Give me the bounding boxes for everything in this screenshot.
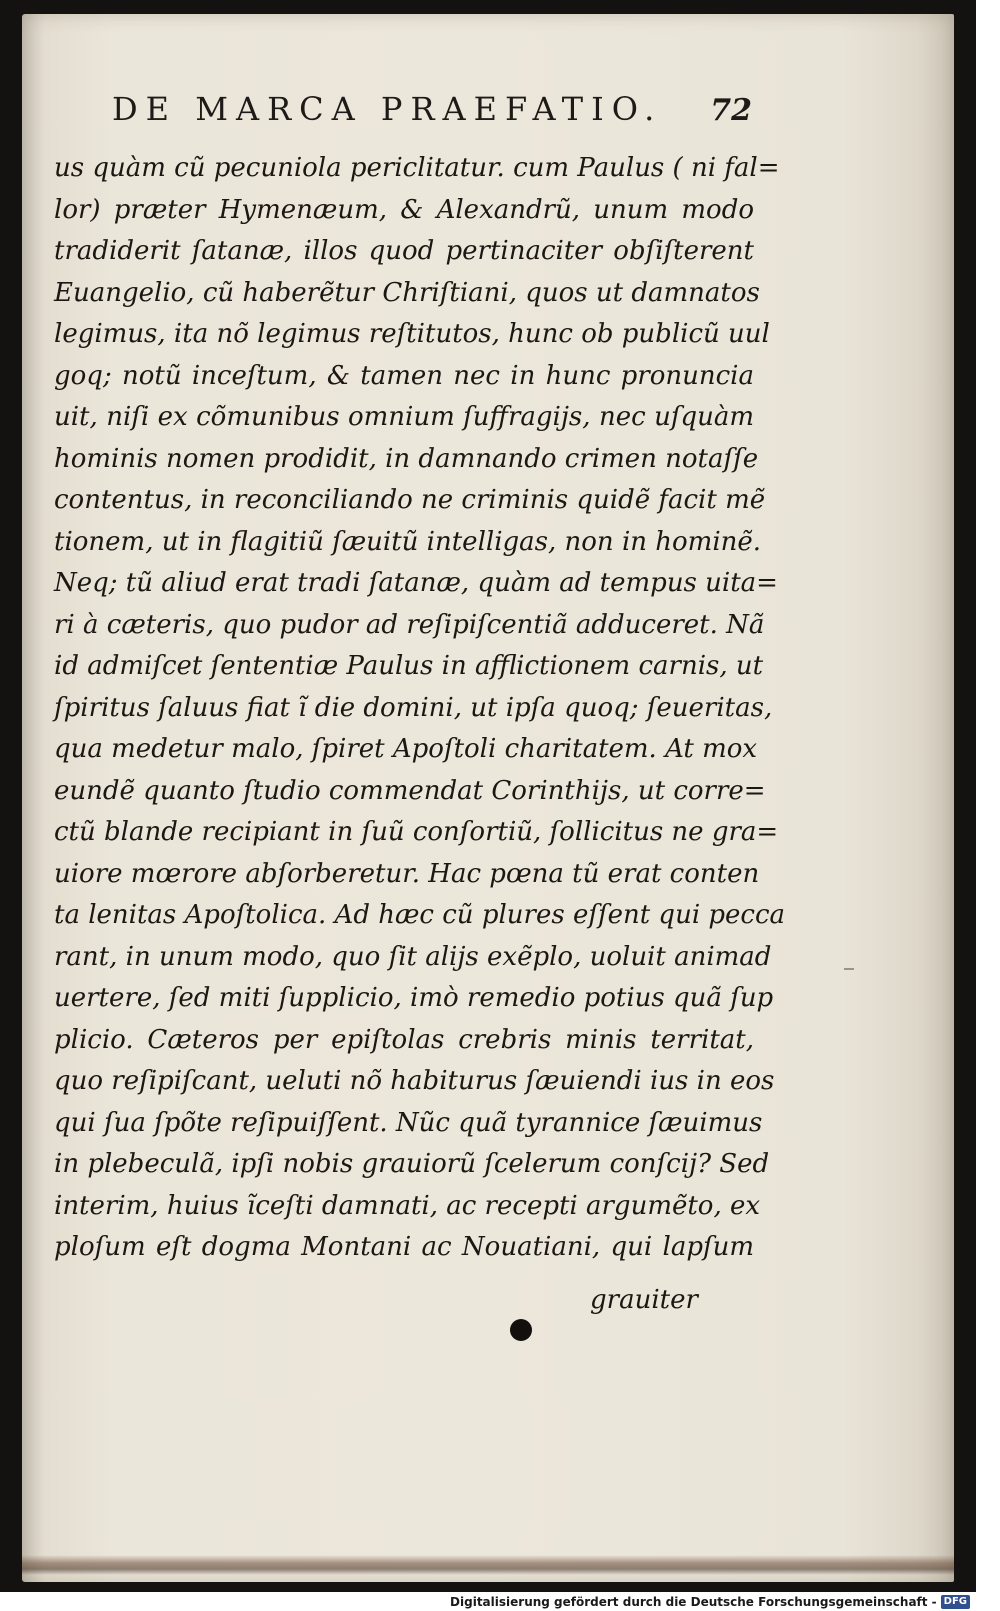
text-line: ſpiritus ſaluus fiat ĩ die domini, ut ipſa quoq; ſeueritas, (54, 692, 773, 723)
text-line: tradiderit ſatanæ, illos quod pertinaciter obſiſterent (54, 236, 754, 266)
text-line: quo reſipiſcant, ueluti nõ habiturus ſæuiendi ius in eos (54, 1066, 775, 1096)
text-line: in plebeculã, ipſi nobis grauiorũ ſcelerum conſcij? Sed (54, 1149, 770, 1179)
text-line: id admiſcet ſententiæ Paulus in afflictionem carnis, ut (54, 651, 764, 681)
text-line: hominis nomen prodidit, in damnando crimen notaſſe (54, 443, 759, 474)
text-line: rant, in unum modo, quo ſit alijs exẽplo, uoluit animad (54, 941, 772, 972)
text-line: uertere, ſed miti ſupplicio, imò remedio potius quã ſup (54, 983, 774, 1013)
text-line: interim, huius ĩceſti damnati, ac recepti argumẽto, ex (54, 1190, 761, 1221)
text-line: contentus, in reconciliando ne criminis quidẽ facit mẽ (54, 485, 766, 515)
running-head-title: DE MARCA PRAEFATIO. (112, 90, 663, 128)
text-line: lor) præter Hymenæum, & Alexandrũ, unum modo (54, 194, 754, 225)
text-line: us quàm cũ pecuniola periclitatur. cum Paulus ( ni fal= (54, 153, 780, 183)
text-line: qui ſua ſpõte reſipuiſſent. Nũc quã tyrannice ſæuimus (54, 1107, 763, 1138)
digitization-credit (450, 1592, 970, 1611)
text-line: plicio. Cæteros per epiſtolas crebris minis territat, (54, 1024, 754, 1055)
text-line: ctũ blande recipiant in ſuũ conſortiũ, ſollicitus ne gra= (54, 817, 779, 847)
page-number: 72 (710, 93, 752, 128)
ink-blot (510, 1319, 532, 1341)
text-line: Neq; tũ aliud erat tradi ſatanæ, quàm ad tempus uita= (54, 568, 778, 598)
text-line: qua medetur malo, ſpiret Apoſtoli charitatem. At mox (54, 734, 758, 764)
text-line: ta lenitas Apoſtolica. Ad hæc cũ plures eſſent qui pecca (54, 900, 786, 930)
text-line: uit, niſi ex cõmunibus omnium ſuffragijs, nec uſquàm (54, 402, 754, 432)
catchword: grauiter (590, 1285, 698, 1315)
credit-text: Digitalisierung gefördert durch die Deutsche Forschungsgemeinschaft - (450, 1594, 937, 1609)
text-line: tionem, ut in flagitiũ ſæuitũ intelligas, non in hominẽ. (54, 526, 762, 557)
text-line: uiore mœrore abſorberetur. Hac pœna tũ erat conten (54, 858, 760, 889)
text-line: ploſum eſt dogma Montani ac Nouatiani, qui lapſum (54, 1232, 754, 1262)
text-line: legimus, ita nõ legimus reſtitutos, hunc ob publicũ uul (54, 319, 770, 349)
text-line: eundẽ quanto ſtudio commendat Corinthijs, ut corre= (54, 775, 766, 806)
text-line: ri à cæteris, quo pudor ad reſipiſcentiã adduceret. Nã (54, 609, 765, 640)
page-bottom-edge (22, 1555, 954, 1575)
body-text (54, 148, 786, 1269)
running-head (112, 90, 752, 128)
margin-mark (844, 968, 854, 970)
dfg-logo-icon: DFG (941, 1595, 970, 1609)
text-line: Euangelio, cũ haberẽtur Chriſtiani, quos ut damnatos (54, 277, 760, 308)
text-line: goq; notũ inceſtum, & tamen nec in hunc pronuncia (54, 360, 754, 391)
